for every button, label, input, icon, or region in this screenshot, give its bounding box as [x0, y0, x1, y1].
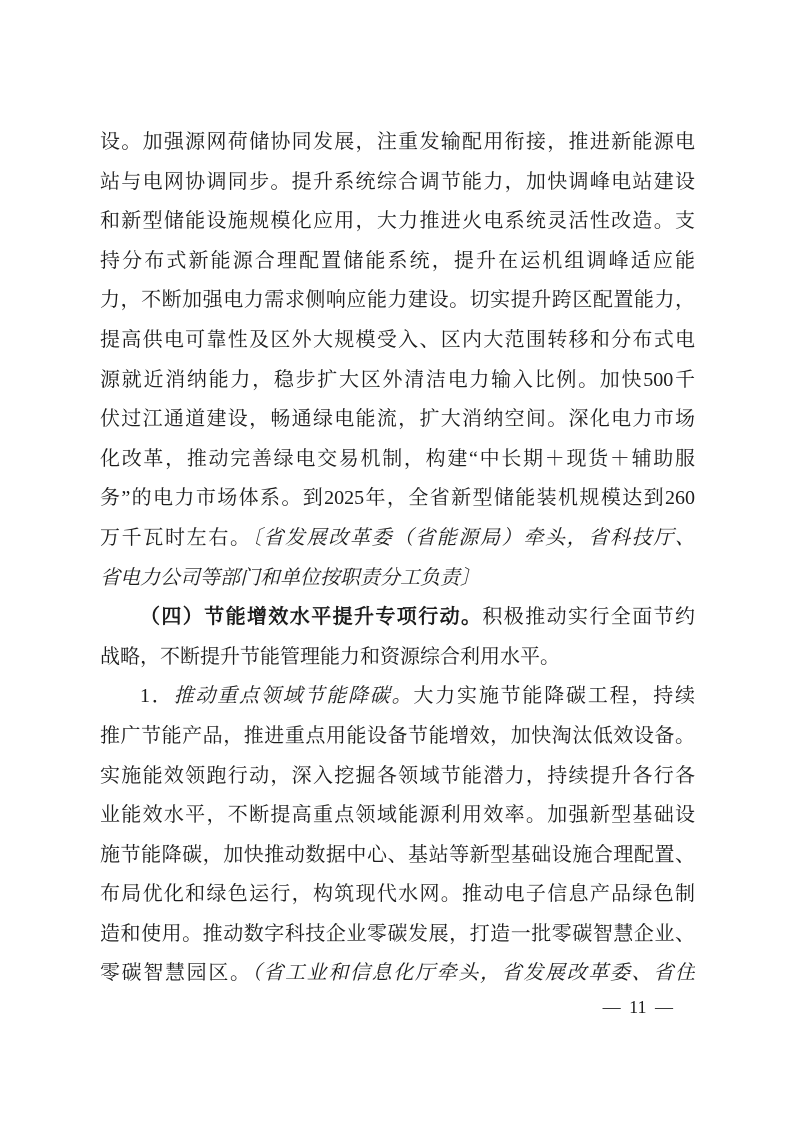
text-segment: 源就近消纳能力，稳步扩大区外清洁电力输入比例。加快500千	[100, 368, 695, 391]
text-segment: 伏过江通道建设，畅通绿电能流，扩大消纳空间。深化电力市场	[100, 408, 695, 431]
text-line	[100, 796, 695, 836]
text-segment: 力，不断加强电力需求侧响应能力建设。切实提升跨区配置能力，	[100, 289, 695, 312]
text-line	[100, 559, 695, 599]
text-segment: 持分布式新能源合理配置储能系统，提升在运机组调峰适应能	[100, 249, 695, 272]
text-segment: 和新型储能设施规模化应用，大力推进火电系统灵活性改造。支	[100, 210, 695, 233]
text-segment: 造和使用。推动数字科技企业零碳发展，打造一批零碳智慧企业、	[100, 922, 695, 945]
text-line	[100, 281, 695, 321]
text-segment: 业能效水平，不断提高重点领域能源利用效率。加强新型基础设	[100, 804, 695, 827]
text-segment: 施节能降碳，加快推动数据中心、基站等新型基础设施合理配置、	[100, 843, 695, 866]
text-segment: 〔省发展改革委（省能源局）牵头，省科技厅、	[251, 526, 695, 549]
text-line	[100, 123, 695, 163]
text-line	[100, 677, 695, 717]
page-number: — 11 —	[602, 997, 673, 1017]
text-line	[100, 361, 695, 401]
text-segment: 设。加强源网荷储协同发展，注重发输配用衔接，推进新能源电	[100, 131, 695, 153]
text-segment: 推动重点领域节能降碳。	[173, 685, 414, 708]
text-segment: 战略，不断提升节能管理能力和资源综合利用水平。	[100, 645, 560, 668]
text-segment: （省工业和信息化厅牵头，省发展改革委、省住	[251, 962, 695, 985]
text-segment: 化改革，推动完善绿电交易机制，构建“中长期＋现货＋辅助服	[100, 447, 695, 470]
text-segment: 积极推动实行全面节约	[482, 606, 695, 629]
text-line	[100, 400, 695, 440]
text-segment: 零碳智慧园区。	[100, 962, 252, 985]
document-body	[100, 123, 695, 994]
text-line	[100, 202, 695, 242]
text-segment: 大力实施节能降碳工程，持续	[413, 685, 695, 708]
text-segment: 1．	[140, 685, 174, 708]
text-line	[100, 915, 695, 955]
text-line	[100, 440, 695, 480]
text-line	[100, 875, 695, 915]
text-segment: 提高供电可靠性及区外大规模受入、区内大范围转移和分布式电	[100, 328, 695, 351]
text-line	[100, 638, 695, 678]
text-line	[100, 519, 695, 559]
text-line	[100, 717, 695, 757]
text-segment: （四）节能增效水平提升专项行动。	[140, 606, 483, 629]
text-line	[100, 757, 695, 797]
text-segment: 实施能效领跑行动，深入挖掘各领域节能潜力，持续提升各行各	[100, 764, 695, 787]
text-segment: 万千瓦时左右。	[100, 526, 252, 549]
text-line	[100, 479, 695, 519]
text-segment: 布局优化和绿色运行，构筑现代水网。推动电子信息产品绿色制	[100, 883, 695, 906]
text-line	[100, 836, 695, 876]
text-line	[100, 954, 695, 994]
text-segment: 务”的电力市场体系。到2025年，全省新型储能装机规模达到260	[100, 487, 695, 510]
text-segment: 省电力公司等部门和单位按职责分工负责〕	[100, 566, 480, 589]
text-line	[100, 321, 695, 361]
text-line	[100, 598, 695, 638]
text-line	[100, 242, 695, 282]
text-line	[100, 163, 695, 203]
text-segment: 推广节能产品，推进重点用能设备节能增效，加快淘汰低效设备。	[100, 724, 695, 747]
text-segment: 站与电网协调同步。提升系统综合调节能力，加快调峰电站建设	[100, 170, 695, 193]
